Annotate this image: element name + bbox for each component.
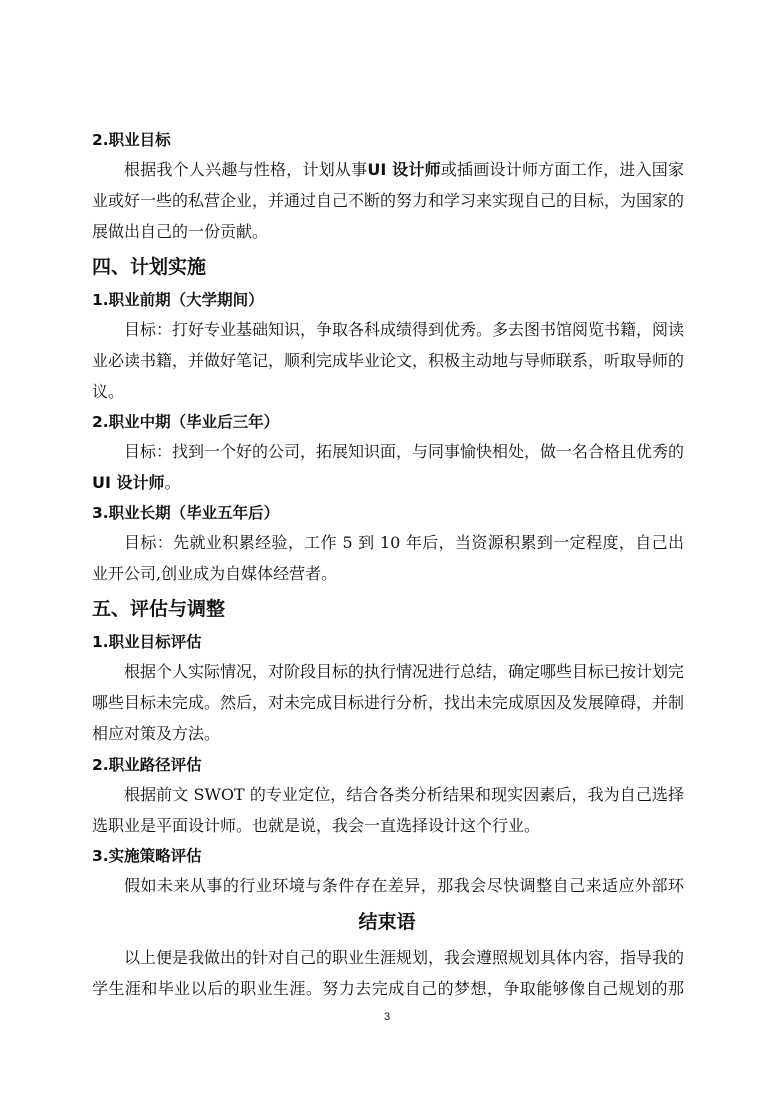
- paragraph-line: 目标：先就业积累经验，工作 5 到 10 年后，当资源积累到一定程度，自己出: [124, 533, 684, 552]
- text-run: 。: [164, 473, 181, 492]
- section-heading-mid-career: 2.职业中期（毕业后三年）: [92, 413, 280, 431]
- bold-text-run: UI 设计师: [92, 473, 165, 492]
- paragraph-line: [92, 472, 684, 494]
- chapter-heading-plan-implementation: 四、计划实施: [92, 256, 207, 278]
- conclusion-heading: 结束语: [358, 911, 416, 933]
- paragraph-line: 选职业是平面设计师。也就是说，我会一直选择设计这个行业。: [92, 816, 541, 835]
- bold-text-run: UI 设计师: [367, 160, 441, 179]
- paragraph-line: 根据个人实际情况，对阶段目标的执行情况进行总结，确定哪些目标已按计划完: [124, 662, 684, 681]
- paragraph-line: 以上便是我做出的针对自己的职业生涯规划，我会遵照规划具体内容，指导我的: [124, 948, 684, 967]
- paragraph-line: [124, 159, 684, 181]
- paragraph-line: 根据前文 SWOT 的专业定位，结合各类分析结果和现实因素后，我为自己选择: [124, 785, 684, 804]
- text-run: 根据我个人兴趣与性格，计划从事: [124, 160, 368, 179]
- page-number: 3: [383, 1011, 391, 1023]
- section-heading-early-career: 1.职业前期（大学期间）: [92, 291, 264, 309]
- paragraph-line: 相应对策及方法。: [92, 724, 221, 743]
- paragraph-line: 业必读书籍，并做好笔记，顺利完成毕业论文，积极主动地与导师联系，听取导师的: [92, 351, 684, 370]
- paragraph-line: 学生涯和毕业以后的职业生涯。努力去完成自己的梦想，争取能够像自己规划的那: [92, 979, 684, 998]
- paragraph-line: 目标：找到一个好的公司，拓展知识面，与同事愉快相处，做一名合格且优秀的: [124, 442, 684, 461]
- chapter-heading-evaluation: 五、评估与调整: [92, 598, 226, 620]
- section-heading-path-evaluation: 2.职业路径评估: [92, 756, 202, 774]
- section-heading-career-goal: 2.职业目标: [92, 131, 171, 149]
- section-heading-long-career: 3.职业长期（毕业五年后）: [92, 504, 280, 522]
- paragraph-line: 假如未来从事的行业环境与条件存在差异，那我会尽快调整自己来适应外部环: [124, 876, 684, 895]
- paragraph-line: 哪些目标未完成。然后，对未完成目标进行分析，找出未完成原因及发展障碍，并制: [92, 693, 684, 712]
- paragraph-line: 议。: [92, 382, 125, 401]
- paragraph-line: 展做出自己的一份贡献。: [92, 222, 269, 241]
- text-run: 或插画设计师方面工作，进入国家: [440, 160, 684, 179]
- paragraph-line: 业开公司,创业成为自媒体经营者。: [92, 564, 338, 583]
- paragraph-line: 目标：打好专业基础知识，争取各科成绩得到优秀。多去图书馆阅览书籍，阅读: [124, 320, 684, 339]
- section-heading-strategy-evaluation: 3.实施策略评估: [92, 847, 202, 865]
- paragraph-line: 业或好一些的私营企业，并通过自己不断的努力和学习来实现自己的目标，为国家的: [92, 191, 684, 210]
- section-heading-goal-evaluation: 1.职业目标评估: [92, 633, 202, 651]
